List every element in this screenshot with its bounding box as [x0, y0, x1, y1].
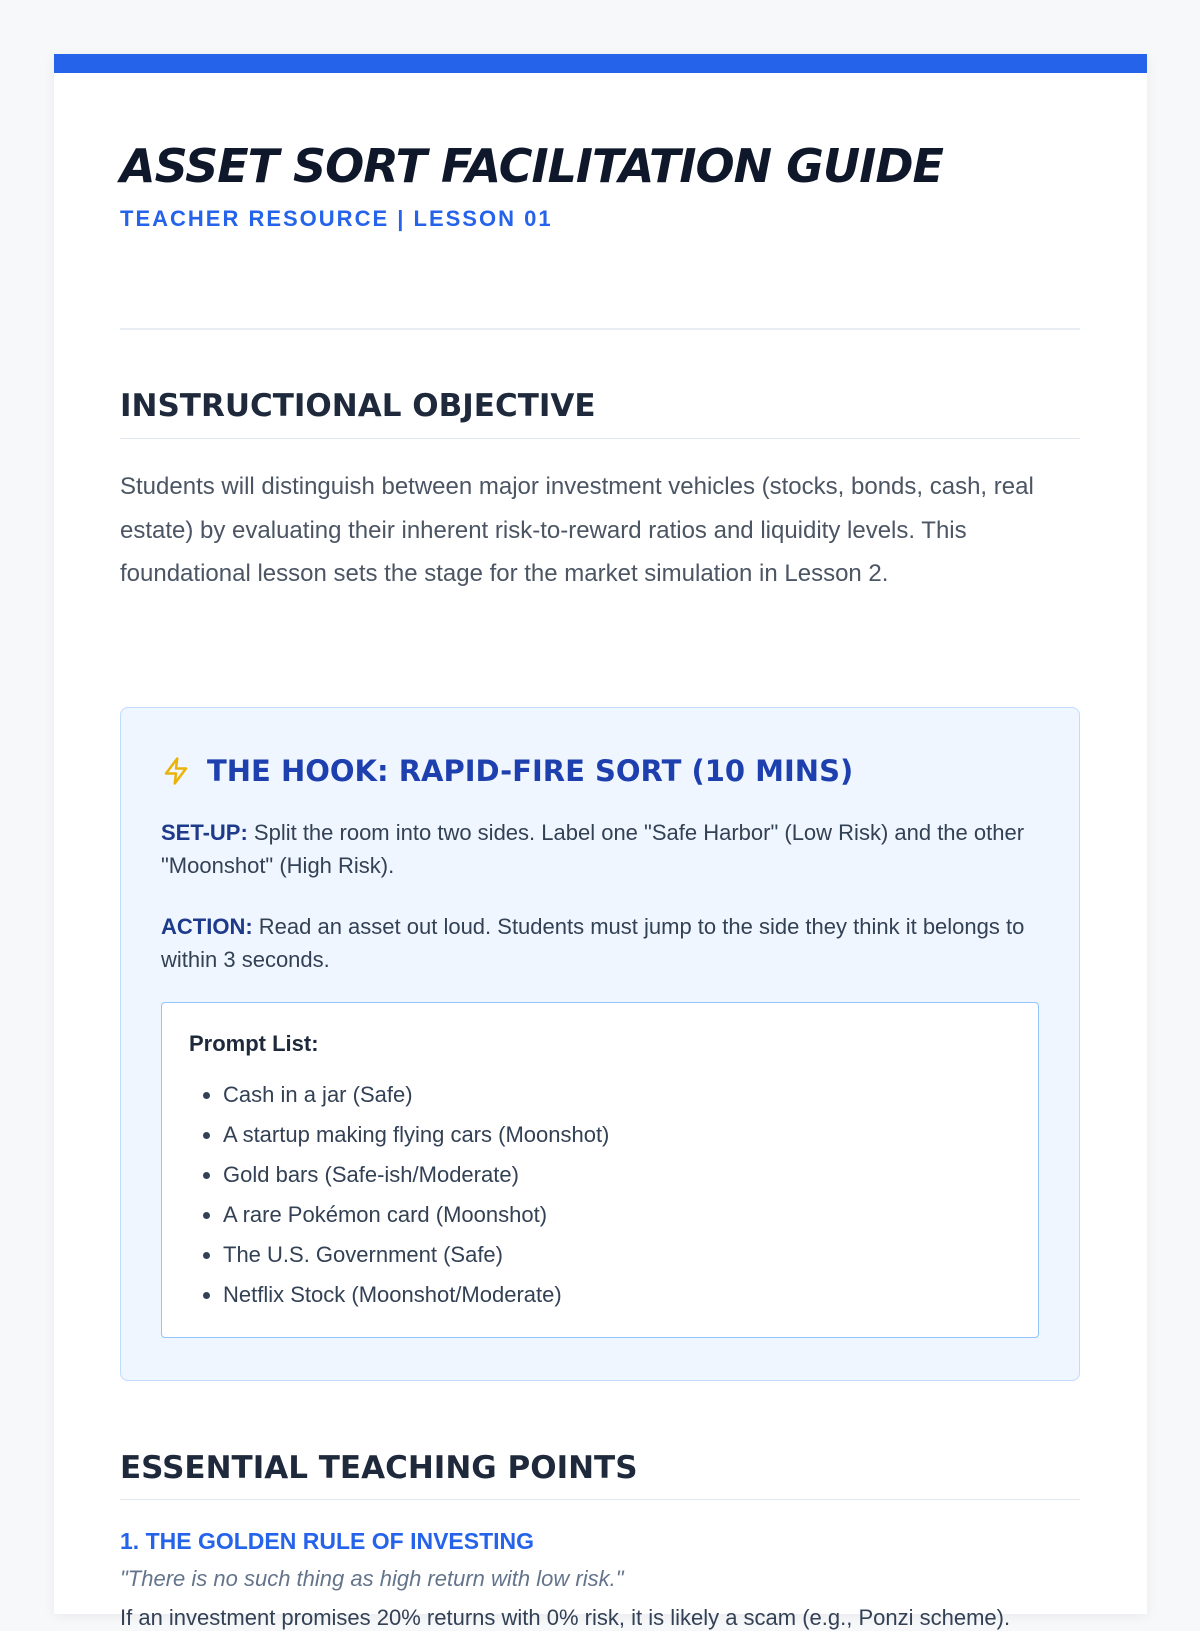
lightning-bolt-icon: [161, 755, 191, 787]
objective-heading-underline: [120, 438, 1080, 439]
prompt-list: [189, 1075, 609, 1315]
objective-text: Students will distinguish between major investment vehicles (stocks, bonds, cash, real estate) by evaluating their inherent risk-to-reward ratios and liquidity levels. This foundational lesson sets the stage for the market simulation in Lesson 2.: [120, 473, 1034, 587]
list-item: • Netflix Stock (Moonshot/Moderate): [223, 1275, 609, 1315]
prompt-list-box: [161, 1002, 1039, 1338]
setup-text: Split the room into two sides. Label one "Safe Harbor" (Low Risk) and the other "Moonshot" (High Risk).: [161, 820, 1025, 878]
setup-label: SET-UP:: [161, 820, 248, 845]
teaching-points-heading: ESSENTIAL TEACHING POINTS: [120, 1450, 638, 1486]
hook-card: [120, 707, 1080, 1381]
list-item: • A rare Pokémon card (Moonshot): [223, 1195, 609, 1235]
action-text: Read an asset out loud. Students must jump to the side they think it belongs to within 3 seconds.: [161, 914, 1025, 972]
hook-action: [161, 910, 1031, 976]
document-title: ASSET SORT FACILITATION GUIDE: [120, 139, 943, 193]
document-page: [54, 54, 1147, 1630]
accent-top-bar: [54, 54, 1147, 73]
document-subtitle: TEACHER RESOURCE | LESSON 01: [120, 206, 553, 231]
teaching-point-quote: "There is no such thing as high return with low risk.": [120, 1566, 624, 1591]
teaching-point-title: 1. THE GOLDEN RULE OF INVESTING: [120, 1528, 535, 1554]
objective-heading: INSTRUCTIONAL OBJECTIVE: [120, 388, 596, 424]
hook-setup: [161, 816, 1031, 882]
action-label: ACTION:: [161, 914, 253, 939]
teaching-point-body: If an investment promises 20% returns with 0% risk, it is likely a scam (e.g., Ponzi scheme).: [120, 1605, 1011, 1630]
hook-title-row: [161, 754, 853, 788]
list-item: • Cash in a jar (Safe): [223, 1075, 609, 1115]
teaching-points-underline: [120, 1499, 1080, 1500]
header-divider: [120, 328, 1080, 330]
list-item: • Gold bars (Safe-ish/Moderate): [223, 1155, 609, 1195]
hook-title: THE HOOK: RAPID-FIRE SORT (10 MINS): [207, 754, 854, 788]
prompt-list-title: Prompt List:: [189, 1031, 319, 1056]
list-item: • A startup making flying cars (Moonshot): [223, 1115, 609, 1155]
list-item: • The U.S. Government (Safe): [223, 1235, 609, 1275]
